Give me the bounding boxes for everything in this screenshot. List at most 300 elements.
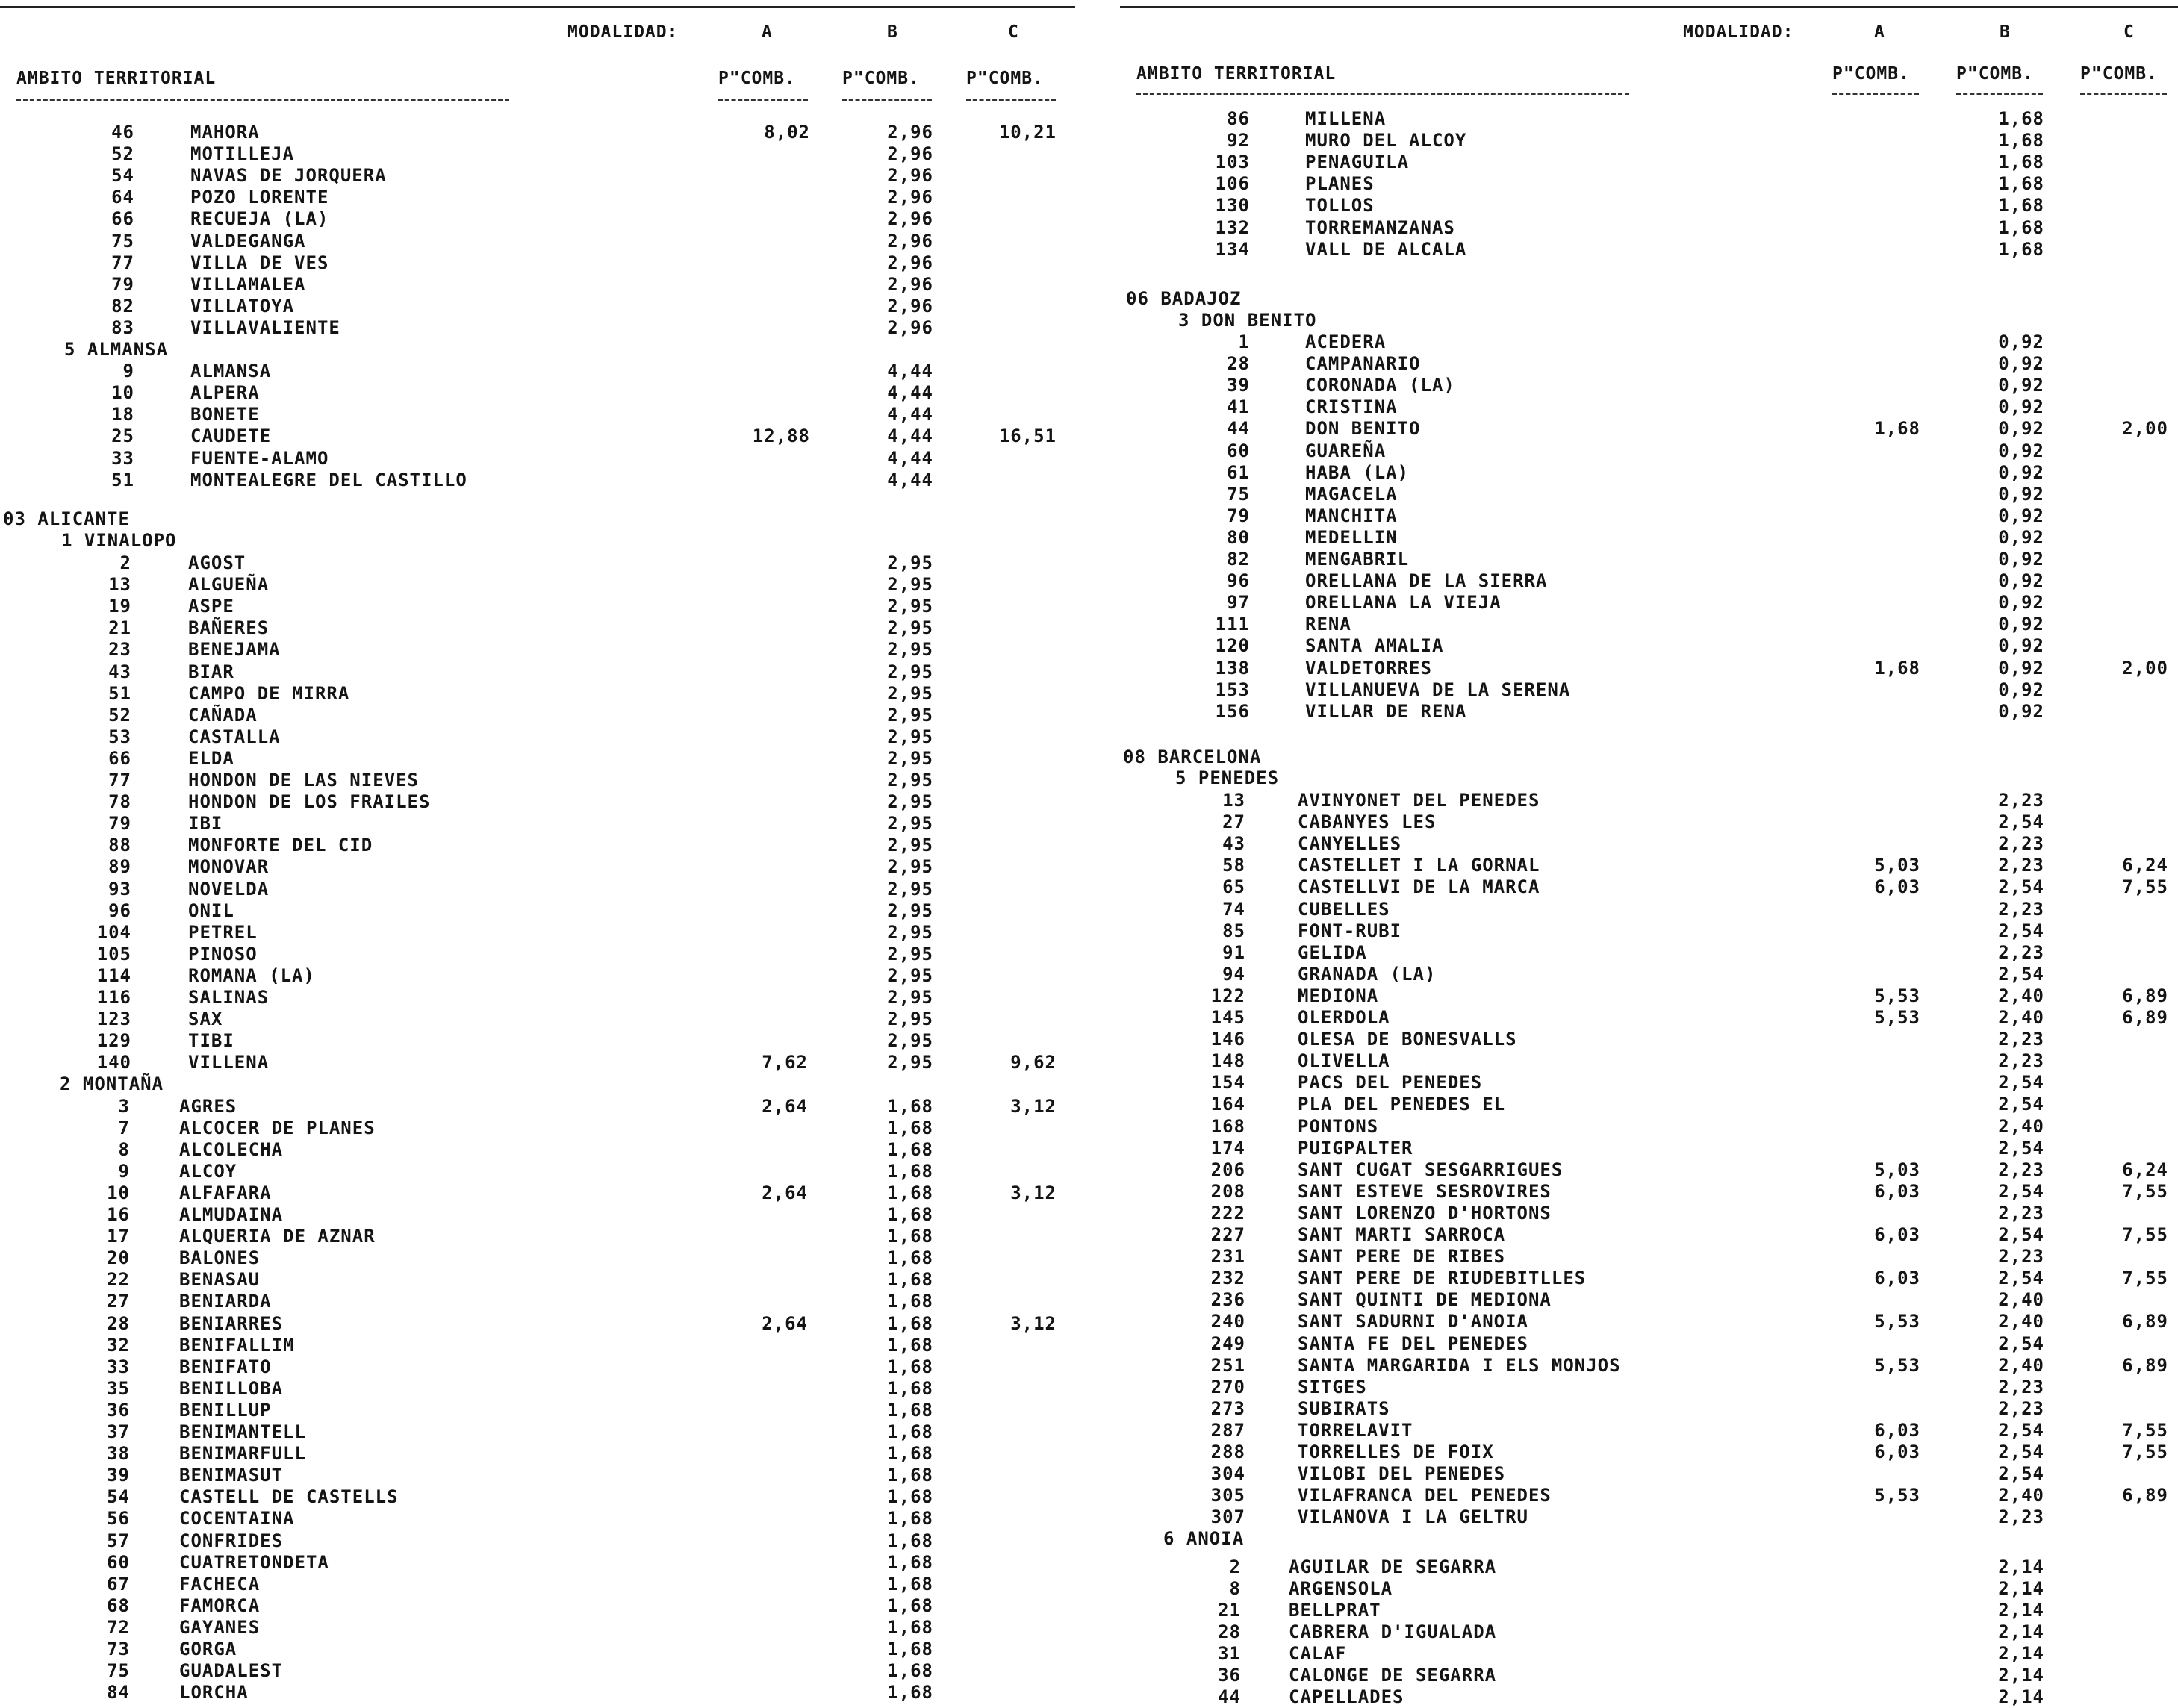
value-c: 3,12 (1010, 1095, 1057, 1117)
table-row (1120, 1203, 2178, 1224)
municipality-code: 28 (1218, 1621, 1241, 1642)
table-row (0, 404, 1075, 426)
value-a: 5,53 (1874, 1311, 1920, 1333)
pcomb-c-label-right: P"COMB. (2080, 64, 2158, 84)
municipality-name: ALCOCER DE PLANES (179, 1117, 376, 1138)
municipality-code: 38 (107, 1443, 130, 1465)
municipality-code: 222 (1210, 1202, 1245, 1224)
value-b: 1,68 (887, 1530, 933, 1551)
province-alicante: 03 ALICANTE (3, 508, 130, 529)
value-b: 2,23 (1998, 1050, 2044, 1072)
value-b: 1,68 (887, 1421, 933, 1442)
table-row (0, 382, 1075, 404)
table-row (0, 1400, 1075, 1421)
municipality-name: MEDIONA (1298, 985, 1379, 1006)
value-b: 0,92 (1998, 505, 2044, 526)
municipality-code: 20 (107, 1247, 130, 1269)
value-b: 2,95 (887, 661, 933, 682)
municipality-name: CALAF (1289, 1642, 1347, 1664)
municipality-code: 96 (1227, 570, 1250, 592)
value-b: 2,95 (887, 791, 933, 813)
value-b: 0,92 (1998, 353, 2044, 375)
value-b: 0,92 (1998, 549, 2044, 570)
value-b: 2,95 (887, 596, 933, 617)
municipality-code: 79 (108, 813, 131, 835)
municipality-code: 66 (108, 747, 131, 769)
col-a-header-right: A (1874, 22, 1885, 42)
municipality-name: ORELLANA LA VIEJA (1305, 592, 1502, 614)
table-row (0, 574, 1075, 596)
municipality-name: GORGA (179, 1639, 237, 1659)
municipality-name: MANCHITA (1305, 505, 1398, 526)
table-row (0, 1443, 1075, 1465)
value-b: 1,68 (887, 1573, 933, 1595)
municipality-code: 75 (111, 230, 134, 252)
municipality-name: SANTA FE DEL PENEDES (1298, 1333, 1528, 1354)
value-b: 2,40 (1998, 1354, 2044, 1376)
municipality-name: TORREMANZANAS (1305, 216, 1455, 238)
municipality-name: CRISTINA (1305, 396, 1398, 418)
pcomb-b-label: P"COMB. (842, 69, 920, 88)
value-b: 1,68 (1998, 173, 2044, 195)
table-row (1120, 876, 2178, 898)
municipality-code: 164 (1210, 1094, 1245, 1115)
municipality-code: 80 (1227, 526, 1250, 548)
table-row (1120, 1181, 2178, 1203)
value-b: 2,95 (887, 1030, 933, 1052)
table-row (0, 1096, 1075, 1118)
value-b: 1,68 (887, 1639, 933, 1659)
value-b: 2,23 (1998, 833, 2044, 855)
municipality-name: FONT-RUBI (1298, 920, 1402, 941)
table-row (0, 1378, 1075, 1400)
municipality-code: 68 (107, 1595, 130, 1616)
municipality-code: 88 (108, 835, 131, 856)
table-row (0, 748, 1075, 770)
municipality-code: 79 (111, 273, 134, 295)
value-a: 1,68 (1874, 657, 1920, 679)
municipality-name: HABA (LA) (1305, 461, 1410, 483)
municipality-code: 8 (118, 1138, 130, 1160)
value-b: 0,92 (1998, 461, 2044, 483)
municipality-code: 9 (118, 1160, 130, 1182)
value-a: 6,03 (1874, 1180, 1920, 1202)
table-row (0, 165, 1075, 187)
value-a: 6,03 (1874, 1441, 1920, 1462)
value-b: 0,92 (1998, 614, 2044, 635)
municipality-code: 138 (1215, 657, 1250, 679)
table-row (1120, 375, 2178, 396)
municipality-code: 104 (96, 921, 131, 943)
table-row (1120, 130, 2178, 152)
value-b: 4,44 (887, 361, 933, 382)
municipality-code: 116 (96, 987, 131, 1008)
municipality-code: 19 (108, 596, 131, 617)
table-row (0, 596, 1075, 617)
municipality-code: 93 (108, 878, 131, 900)
value-b: 2,14 (1998, 1577, 2044, 1599)
municipality-name: ALFAFARA (179, 1182, 272, 1203)
value-b: 0,92 (1998, 592, 2044, 614)
table-row (0, 143, 1075, 165)
municipality-name: SANT CUGAT SESGARRIGUES (1298, 1159, 1564, 1180)
municipality-code: 307 (1210, 1506, 1245, 1528)
municipality-name: FACHECA (179, 1573, 261, 1595)
municipality-code: 41 (1227, 396, 1250, 418)
table-row (0, 361, 1075, 382)
value-a: 5,03 (1874, 1159, 1920, 1180)
value-c: 10,21 (998, 122, 1057, 143)
municipality-code: 67 (107, 1573, 130, 1595)
table-row (1120, 152, 2178, 173)
municipality-name: CAMPANARIO (1305, 353, 1421, 375)
municipality-code: 16 (107, 1204, 130, 1225)
ambito-label-right: AMBITO TERRITORIAL (1136, 64, 1337, 84)
table-row (0, 296, 1075, 317)
value-b: 1,68 (1998, 152, 2044, 173)
municipality-name: MONFORTE DEL CID (188, 835, 373, 856)
value-b: 0,92 (1998, 570, 2044, 592)
municipality-name: PENAGUILA (1305, 152, 1410, 173)
municipality-code: 74 (1222, 898, 1245, 920)
table-row (1120, 1029, 2178, 1050)
municipality-code: 32 (107, 1334, 130, 1356)
value-b: 2,54 (1998, 1094, 2044, 1115)
municipality-name: ALMANSA (190, 361, 272, 382)
municipality-code: 52 (108, 704, 131, 726)
table-row (1120, 1289, 2178, 1311)
municipality-name: RECUEJA (LA) (190, 208, 329, 230)
table-row (0, 122, 1075, 143)
municipality-code: 94 (1222, 963, 1245, 985)
value-b: 0,92 (1998, 331, 2044, 352)
value-b: 2,40 (1998, 1007, 2044, 1028)
table-row (0, 726, 1075, 748)
value-b: 1,68 (887, 1486, 933, 1508)
value-a: 5,53 (1874, 985, 1920, 1006)
municipality-code: 77 (111, 252, 134, 273)
municipality-code: 73 (107, 1639, 130, 1659)
table-row (1120, 1420, 2178, 1441)
value-b: 0,92 (1998, 440, 2044, 461)
value-a: 5,53 (1874, 1354, 1920, 1376)
table-row (0, 1182, 1075, 1204)
table-row (1120, 701, 2178, 723)
table-row (0, 1639, 1075, 1660)
municipality-code: 54 (111, 165, 134, 187)
value-b: 2,54 (1998, 811, 2044, 833)
table-row (1120, 592, 2178, 614)
municipality-name: MONTEALEGRE DEL CASTILLO (190, 469, 467, 490)
municipality-name: COCENTAINA (179, 1508, 295, 1530)
municipality-name: GELIDA (1298, 941, 1367, 963)
value-b: 2,95 (887, 617, 933, 639)
table-row (1120, 985, 2178, 1007)
municipality-code: 36 (1218, 1665, 1241, 1686)
municipality-code: 106 (1215, 173, 1250, 195)
table-row (1120, 1355, 2178, 1377)
municipality-code: 154 (1210, 1072, 1245, 1094)
municipality-name: HONDON DE LAS NIEVES (188, 770, 419, 791)
table-row (1120, 527, 2178, 549)
municipality-code: 53 (108, 726, 131, 747)
municipality-code: 72 (107, 1616, 130, 1638)
table-row (1120, 1050, 2178, 1072)
table-row (1120, 173, 2178, 195)
municipality-code: 168 (1210, 1115, 1245, 1137)
table-row (1120, 1600, 2178, 1621)
table-row (1120, 353, 2178, 375)
table-row (0, 1486, 1075, 1508)
value-b: 2,54 (1998, 920, 2044, 941)
district-penedes: 5 PENEDES (1175, 767, 1280, 788)
municipality-code: 28 (1227, 353, 1250, 375)
municipality-code: 174 (1210, 1137, 1245, 1159)
table-row (0, 987, 1075, 1009)
table-row (0, 835, 1075, 856)
municipality-code: 140 (96, 1052, 131, 1073)
municipality-name: POZO LORENTE (190, 187, 329, 208)
value-b: 2,96 (887, 252, 933, 273)
table-row (0, 1009, 1075, 1030)
value-b: 1,68 (887, 1247, 933, 1269)
municipality-name: PLA DEL PENEDES EL (1298, 1094, 1506, 1115)
district-anoia: 6 ANOIA (1163, 1528, 1245, 1550)
value-b: 2,95 (887, 856, 933, 878)
table-row (1120, 1686, 2178, 1708)
municipality-code: 43 (1222, 833, 1245, 855)
municipality-name: MAGACELA (1305, 483, 1398, 505)
municipality-code: 3 (118, 1095, 130, 1117)
municipality-name: CAMPO DE MIRRA (188, 682, 350, 704)
municipality-code: 122 (1210, 985, 1245, 1006)
value-c: 7,55 (2122, 1441, 2168, 1462)
table-row (0, 1226, 1075, 1247)
municipality-code: 270 (1210, 1376, 1245, 1397)
table-row (1120, 549, 2178, 570)
municipality-code: 28 (107, 1312, 130, 1334)
value-b: 1,68 (1998, 195, 2044, 216)
right-column (1120, 0, 2178, 1707)
municipality-name: VILLATOYA (190, 295, 295, 317)
municipality-code: 31 (1218, 1642, 1241, 1664)
municipality-code: 132 (1215, 216, 1250, 238)
municipality-code: 146 (1210, 1029, 1245, 1050)
table-row (0, 1139, 1075, 1161)
municipality-name: BENILLOBA (179, 1377, 284, 1399)
table-row (0, 274, 1075, 296)
municipality-name: SANT QUINTI DE MEDIONA (1298, 1289, 1552, 1311)
municipality-name: MONOVAR (188, 856, 270, 878)
municipality-name: BENIMARFULL (179, 1443, 306, 1465)
table-row (0, 1118, 1075, 1139)
value-a: 5,03 (1874, 855, 1920, 876)
value-a: 6,03 (1874, 1224, 1920, 1245)
value-b: 2,23 (1998, 1376, 2044, 1397)
municipality-name: VILOBI DEL PENEDES (1298, 1463, 1506, 1485)
value-b: 2,95 (887, 1009, 933, 1030)
value-b: 2,54 (1998, 1441, 2044, 1462)
municipality-name: OLERDOLA (1298, 1007, 1390, 1028)
col-a-header: A (762, 22, 773, 42)
table-row (0, 639, 1075, 661)
municipality-name: BENILLUP (179, 1399, 272, 1421)
municipality-name: ALQUERIA DE AZNAR (179, 1226, 376, 1247)
municipality-name: BENIFATO (179, 1356, 272, 1377)
municipality-name: VILAFRANCA DEL PENEDES (1298, 1485, 1552, 1506)
municipality-code: 156 (1215, 700, 1250, 722)
ambito-underline (16, 99, 509, 101)
municipality-code: 60 (107, 1551, 130, 1573)
table-row (1120, 331, 2178, 353)
value-b: 0,92 (1998, 418, 2044, 440)
municipality-code: 236 (1210, 1289, 1245, 1311)
municipality-name: PETREL (188, 921, 258, 943)
value-b: 0,92 (1998, 526, 2044, 548)
municipality-code: 27 (107, 1291, 130, 1312)
municipality-name: HONDON DE LOS FRAILES (188, 791, 431, 813)
table-row (0, 705, 1075, 726)
value-b: 1,68 (1998, 108, 2044, 129)
pcomb-a-underline-right (1832, 93, 1919, 95)
table-row (0, 1291, 1075, 1312)
value-b: 2,54 (1998, 1137, 2044, 1159)
municipality-name: ALPERA (190, 382, 260, 404)
municipality-name: MEDELLIN (1305, 526, 1398, 548)
value-b: 2,54 (1998, 1333, 2044, 1354)
table-row (0, 1313, 1075, 1335)
value-c: 7,55 (2122, 876, 2168, 898)
municipality-name: LORCHA (179, 1682, 249, 1704)
municipality-name: BIAR (188, 661, 234, 682)
municipality-code: 145 (1210, 1007, 1245, 1028)
table-row (0, 1247, 1075, 1269)
municipality-code: 96 (108, 900, 131, 921)
municipality-name: CASTALLA (188, 726, 281, 747)
table-row (1120, 920, 2178, 942)
municipality-name: ALMUDAINA (179, 1204, 284, 1225)
district-vinalopo: 1 VINALOPO (61, 530, 177, 551)
municipality-name: CALONGE DE SEGARRA (1289, 1665, 1497, 1686)
municipality-code: 58 (1222, 855, 1245, 876)
value-b: 2,95 (887, 964, 933, 986)
municipality-name: MENGABRIL (1305, 549, 1410, 570)
municipality-code: 82 (111, 295, 134, 317)
municipality-code: 304 (1210, 1463, 1245, 1485)
municipality-name: CONFRIDES (179, 1530, 284, 1551)
municipality-name: BENIMASUT (179, 1465, 284, 1486)
municipality-code: 287 (1210, 1419, 1245, 1441)
table-row (0, 208, 1075, 230)
municipality-code: 86 (1227, 108, 1250, 129)
municipality-name: PACS DEL PENEDES (1298, 1072, 1483, 1094)
value-b: 2,40 (1998, 1485, 2044, 1506)
municipality-name: CABANYES LES (1298, 811, 1437, 833)
municipality-name: OLIVELLA (1298, 1050, 1390, 1072)
municipality-code: 89 (108, 856, 131, 878)
table-row (1120, 658, 2178, 679)
value-b: 1,68 (887, 1356, 933, 1377)
municipality-code: 82 (1227, 549, 1250, 570)
municipality-name: VALDEGANGA (190, 230, 306, 252)
value-b: 2,14 (1998, 1621, 2044, 1642)
table-row (0, 317, 1075, 339)
table-row (1120, 239, 2178, 261)
municipality-code: 10 (107, 1182, 130, 1203)
table-row (1120, 1377, 2178, 1398)
value-b: 2,96 (887, 208, 933, 230)
municipality-code: 21 (108, 617, 131, 639)
table-row (1120, 570, 2178, 592)
pcomb-a-label-right: P"COMB. (1832, 64, 1910, 84)
value-c: 16,51 (998, 426, 1057, 447)
municipality-code: 249 (1210, 1333, 1245, 1354)
municipality-code: 61 (1227, 461, 1250, 483)
value-b: 2,95 (887, 704, 933, 726)
value-b: 1,68 (887, 1291, 933, 1312)
value-b: 2,23 (1998, 1246, 2044, 1268)
municipality-code: 208 (1210, 1180, 1245, 1202)
district-almansa: 5 ALMANSA (64, 339, 169, 360)
value-b: 2,95 (887, 682, 933, 704)
municipality-name: CASTELLVI DE LA MARCA (1298, 876, 1540, 898)
municipality-name: CASTELLET I LA GORNAL (1298, 855, 1540, 876)
municipality-code: 23 (108, 639, 131, 661)
table-row (1120, 418, 2178, 440)
municipality-code: 288 (1210, 1441, 1245, 1462)
municipality-code: 56 (107, 1508, 130, 1530)
municipality-name: BENIARDA (179, 1291, 272, 1312)
municipality-name: ALCOLECHA (179, 1138, 284, 1160)
pcomb-c-underline (966, 99, 1056, 101)
top-rule (0, 6, 1075, 8)
table-row (1120, 811, 2178, 833)
municipality-code: 92 (1227, 130, 1250, 152)
value-b: 2,23 (1998, 898, 2044, 920)
municipality-code: 114 (96, 964, 131, 986)
table-row (0, 1617, 1075, 1639)
municipality-code: 305 (1210, 1485, 1245, 1506)
municipality-name: PONTONS (1298, 1115, 1379, 1137)
table-row (0, 1660, 1075, 1682)
table-row (0, 922, 1075, 944)
municipality-code: 33 (111, 447, 134, 469)
table-row (0, 770, 1075, 791)
municipality-name: MILLENA (1305, 108, 1387, 129)
table-row (0, 661, 1075, 683)
municipality-name: SANTA MARGARIDA I ELS MONJOS (1298, 1354, 1621, 1376)
value-b: 1,68 (1998, 238, 2044, 260)
table-row (1120, 1441, 2178, 1463)
table-row (0, 900, 1075, 922)
value-c: 9,62 (1010, 1052, 1057, 1073)
value-b: 4,44 (887, 382, 933, 404)
municipality-code: 77 (108, 770, 131, 791)
value-b: 2,23 (1998, 1159, 2044, 1180)
municipality-name: BENASAU (179, 1269, 261, 1291)
municipality-code: 7 (118, 1117, 130, 1138)
pcomb-c-underline-right (2080, 93, 2167, 95)
table-row (0, 552, 1075, 574)
value-b: 2,23 (1998, 855, 2044, 876)
municipality-name: PINOSO (188, 943, 258, 964)
municipality-name: NOVELDA (188, 878, 270, 900)
value-b: 2,54 (1998, 1268, 2044, 1289)
municipality-name: BELLPRAT (1289, 1599, 1381, 1621)
value-c: 3,12 (1010, 1312, 1057, 1334)
table-row (0, 617, 1075, 639)
table-row (1120, 1138, 2178, 1159)
